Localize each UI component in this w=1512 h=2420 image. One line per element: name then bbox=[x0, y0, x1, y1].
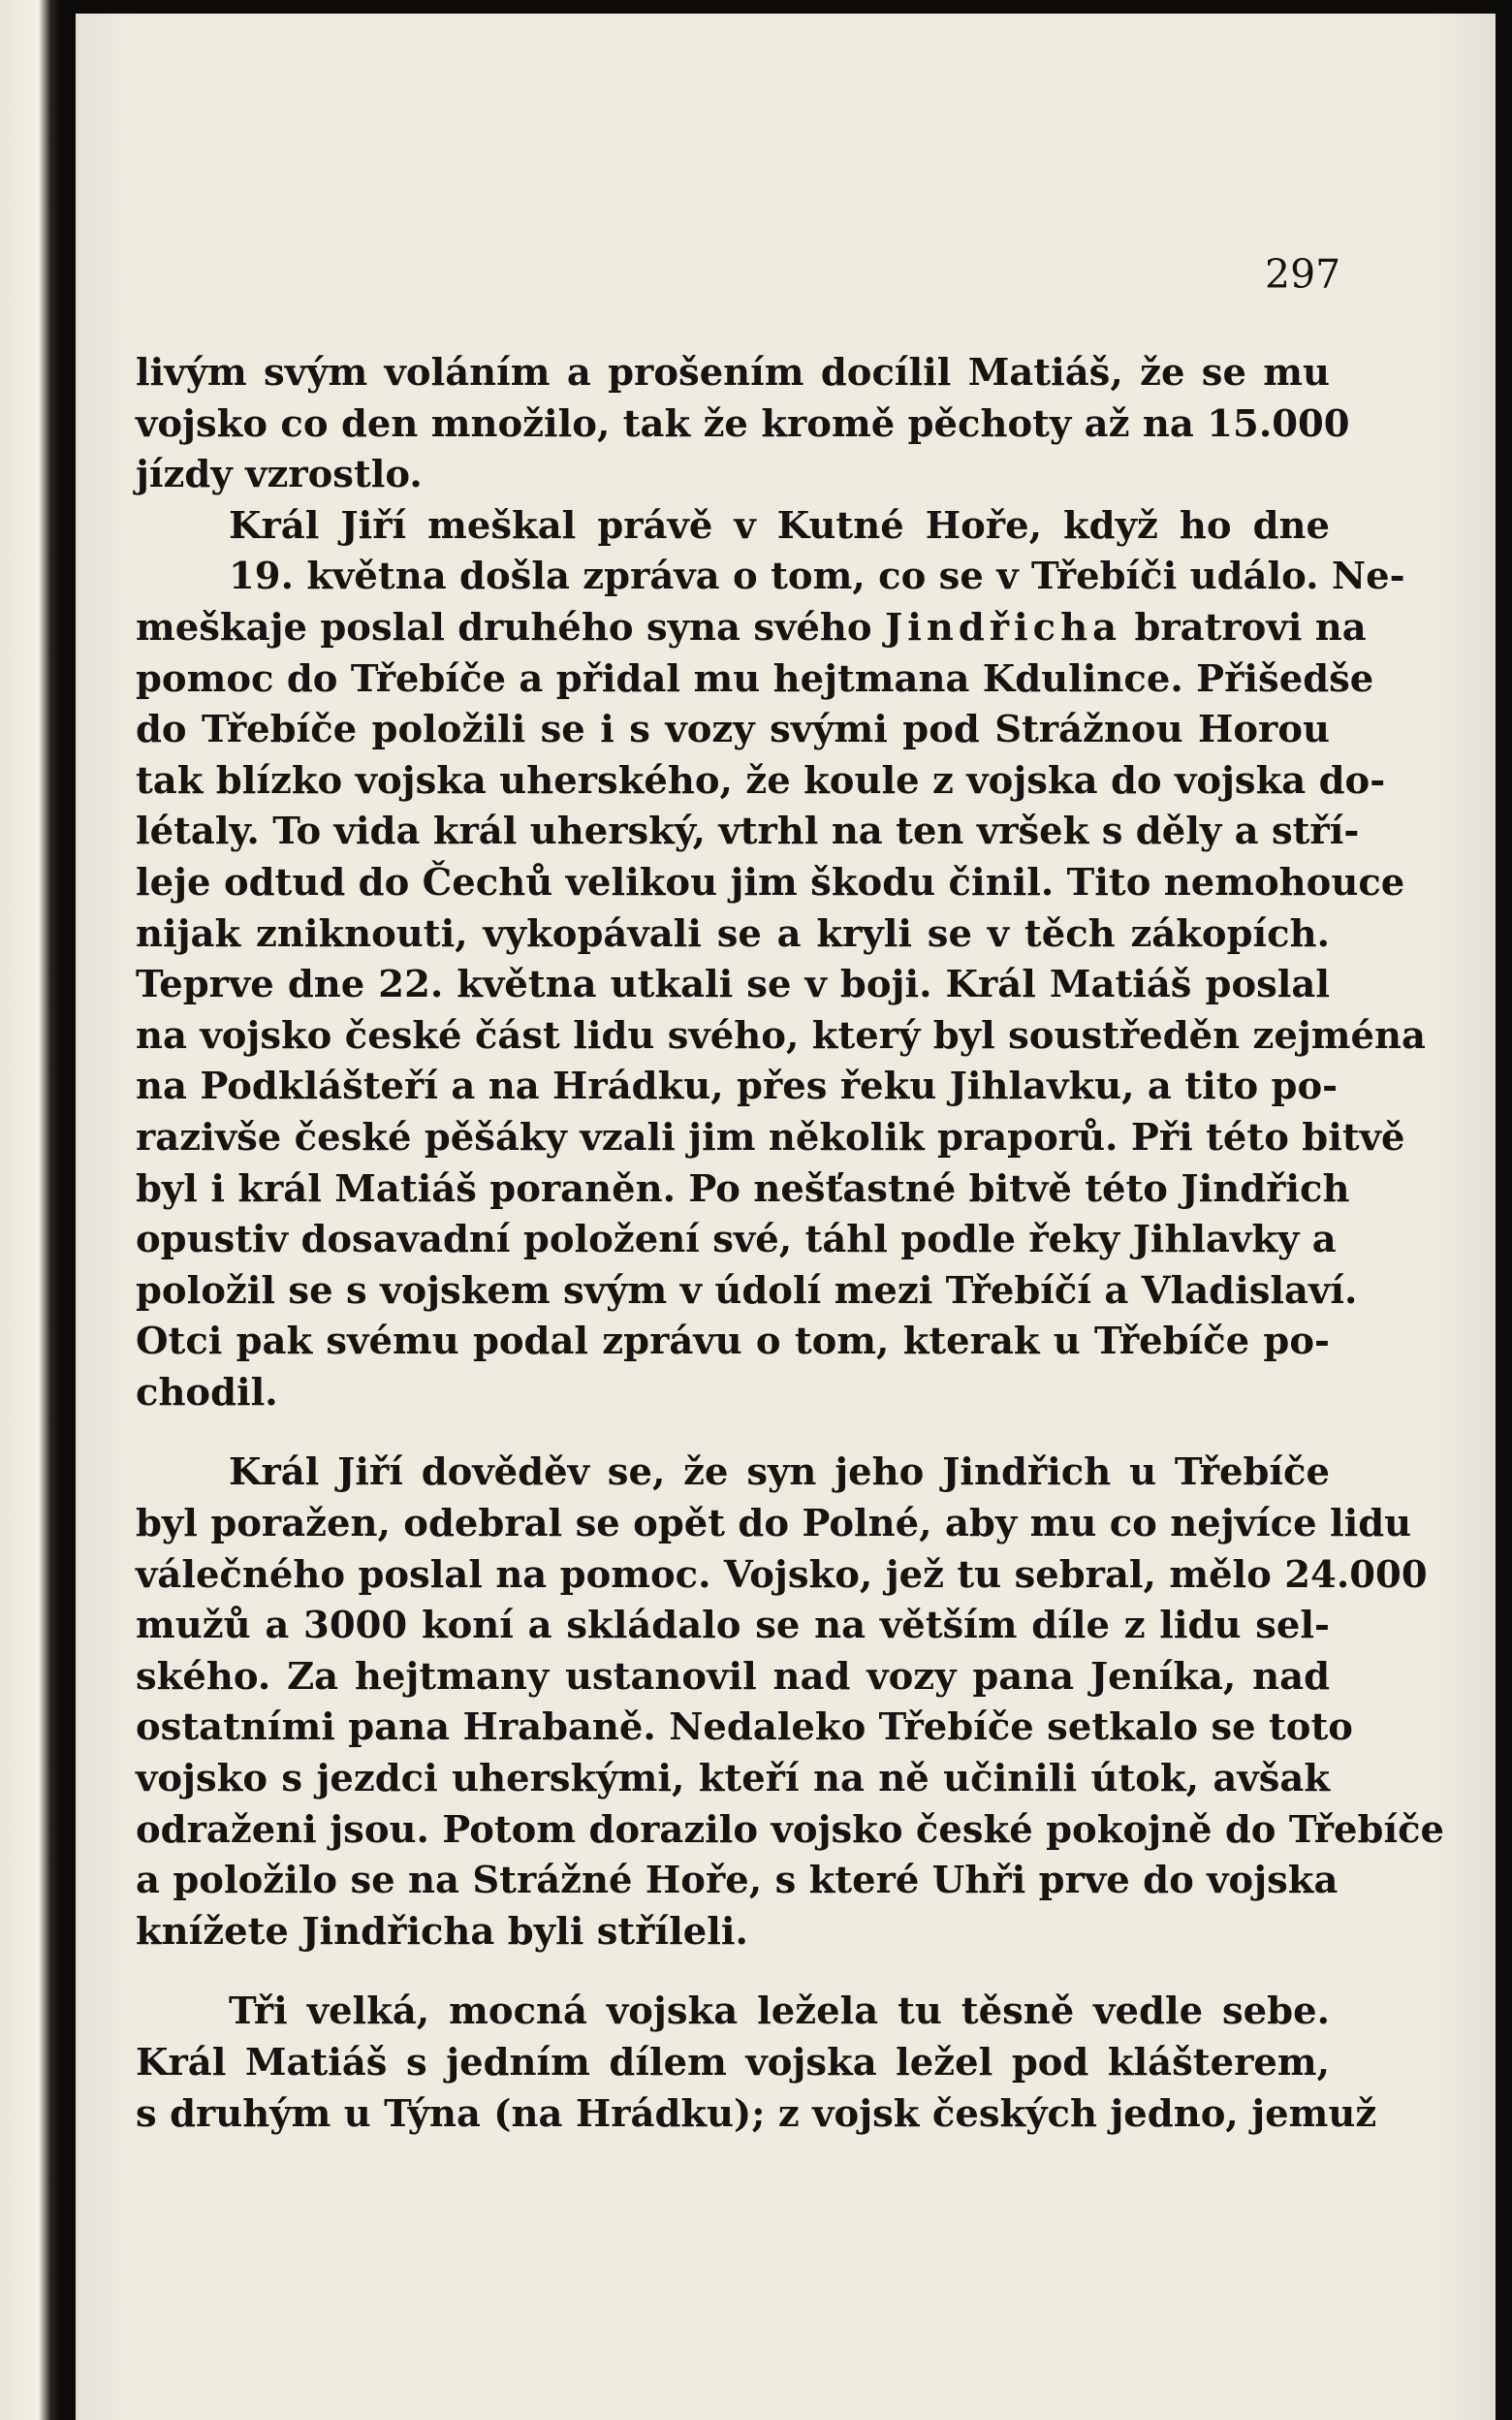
text-line: vojsko s jezdci uherskými, kteří na ně učinili útok, avšak bbox=[136, 1757, 1330, 1801]
text-line: Král Matiáš s jedním dílem vojska ležel pod klášterem, bbox=[136, 2041, 1330, 2085]
paragraph-1 bbox=[136, 348, 1350, 501]
text-fragment: meškaje poslal druhého syna svého bbox=[136, 605, 872, 650]
text-line: Otci pak svému podal zprávu o tom, kterak u Třebíče po- bbox=[136, 1320, 1330, 1364]
text-line: Král Jiří dověděv se, že syn jeho Jindřich u Třebíče bbox=[229, 1450, 1330, 1495]
text-line: nijak zniknouti, vykopávali se a kryli se v těch zákopích. bbox=[136, 911, 1330, 956]
text-line: do Třebíče položili se i s vozy svými pod Strážnou Horou bbox=[136, 708, 1330, 752]
text-line: leje odtud do Čechů velikou jim škodu činil. Tito nemohouce bbox=[136, 860, 1405, 905]
text-line: pomoc do Třebíče a přidal mu hejtmana Kdulince. Přišedše bbox=[136, 656, 1374, 701]
text-line: ostatními pana Hrabaně. Nedaleko Třebíče setkalo se toto bbox=[136, 1705, 1353, 1750]
body-text bbox=[136, 348, 1445, 2140]
text-line: tak blízko vojska uherského, že koule z vojska do vojska do- bbox=[136, 758, 1386, 803]
text-line: odraženi jsou. Potom dorazilo vojsko české pokojně do Třebíče bbox=[136, 1807, 1445, 1852]
text-line: válečného poslal na pomoc. Vojsko, jež tu sebral, mělo 24.000 bbox=[136, 1552, 1428, 1597]
text-line: ského. Za hejtmany ustanovil nad vozy pana Jeníka, nad bbox=[136, 1654, 1330, 1699]
text-line: razivše české pěšáky vzali jim několik praporů. Při této bitvě bbox=[136, 1115, 1405, 1160]
text-line: chodil. bbox=[136, 1370, 278, 1415]
text-line bbox=[136, 603, 1367, 654]
text-line: byl poražen, odebral se opět do Polné, aby mu co nejvíce lidu bbox=[136, 1502, 1412, 1546]
text-line: na vojsko české část lidu svého, který byl soustředěn zejména bbox=[136, 1013, 1426, 1058]
text-line: jízdy vzrostlo. bbox=[136, 453, 423, 497]
book-page bbox=[76, 14, 1496, 2420]
text-line: byl i král Matiáš poraněn. Po nešťastné bitvě této Jindřich bbox=[136, 1166, 1350, 1211]
text-line: s druhým u Týna (na Hrádku); z vojsk českých jedno, jemuž bbox=[136, 2091, 1377, 2136]
text-line: na Podklášteří a na Hrádku, přes řeku Jihlavku, a tito po- bbox=[136, 1065, 1339, 1109]
text-fragment: bratrovi na bbox=[1134, 605, 1367, 650]
text-line: létaly. To vida král uherský, vtrhl na ten vršek s děly a stří- bbox=[136, 810, 1360, 854]
paragraph-4 bbox=[136, 1987, 1377, 2140]
text-line: položil se s vojskem svým v údolí mezi Třebíčí a Vladislaví. bbox=[136, 1268, 1358, 1313]
emphasized-name: Jindřicha bbox=[885, 605, 1122, 650]
text-line: Teprve dne 22. května utkali se v boji. Král Matiáš poslal bbox=[136, 963, 1330, 1007]
text-line: opustiv dosavadní položení své, táhl podle řeky Jihlavky a bbox=[136, 1218, 1337, 1262]
text-line: Král Jiří meškal právě v Kutné Hoře, když ho dne bbox=[229, 503, 1330, 548]
text-line: knížete Jindřicha byli stříleli. bbox=[136, 1909, 748, 1954]
text-line: 19. května došla zpráva o tom, co se v Třebíči událo. Ne- bbox=[229, 555, 1405, 599]
paragraph-2 bbox=[136, 501, 1426, 1419]
text-line: mužů a 3000 koní a skládalo se na větším díle z lidu sel- bbox=[136, 1604, 1330, 1648]
paragraph-3 bbox=[136, 1448, 1445, 1958]
text-line: livým svým voláním a prošením docílil Matiáš, že se mu bbox=[136, 351, 1330, 395]
text-line: vojsko co den množilo, tak že kromě pěchoty až na 15.000 bbox=[136, 401, 1350, 446]
page-number: 297 bbox=[1265, 251, 1341, 298]
text-line: Tři velká, mocná vojska ležela tu těsně vedle sebe. bbox=[229, 1990, 1330, 2034]
text-line: a položilo se na Strážné Hoře, s které Uhři prve do vojska bbox=[136, 1859, 1339, 1903]
page-left-edge bbox=[0, 0, 60, 2420]
